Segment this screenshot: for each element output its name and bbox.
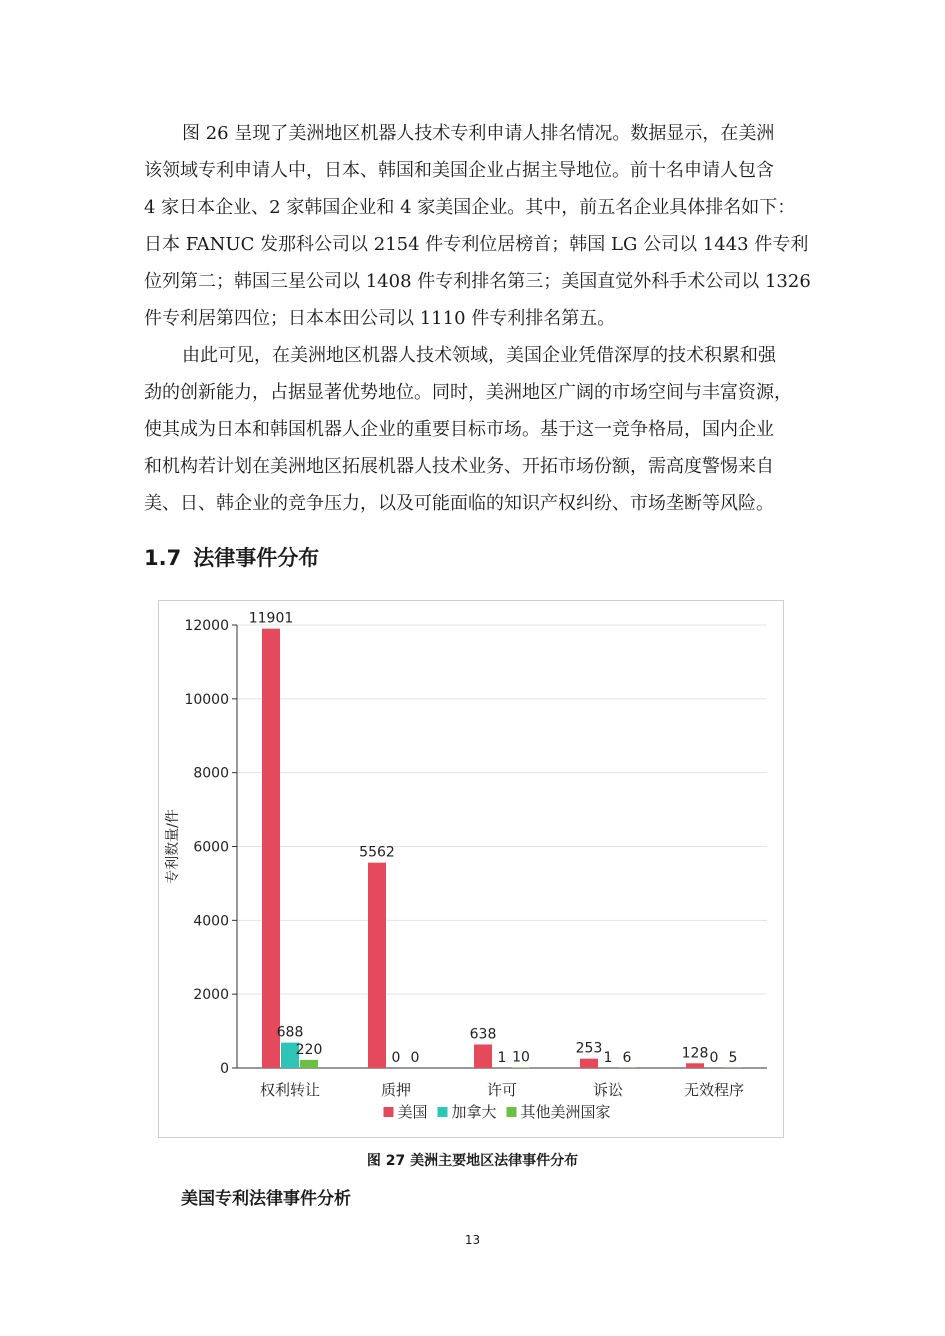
paragraph-line: 图 26 呈现了美洲地区机器人技术专利申请人排名情况。数据显示，在美洲 [182, 123, 775, 144]
x-tick-label: 权利转让 [259, 1081, 321, 1099]
data-label: 1 [497, 1049, 507, 1066]
data-label: 5 [728, 1049, 738, 1066]
data-label: 638 [469, 1026, 497, 1043]
data-label: 253 [575, 1040, 603, 1057]
paragraph-line: 4 家日本企业、2 家韩国企业和 4 家美国企业。其中，前五名企业具体排名如下： [144, 197, 796, 218]
data-label: 0 [709, 1050, 719, 1066]
y-tick-label: 4000 [193, 913, 229, 930]
body-paragraph-2 [144, 337, 804, 522]
y-tick-label: 8000 [193, 765, 229, 782]
bar [262, 629, 280, 1068]
paragraph-line: 该领域专利申请人中，日本、韩国和美国企业占据主导地位。前十名申请人包含 [144, 160, 774, 181]
data-label: 5562 [359, 844, 395, 861]
y-axis-label: 专利数量/件 [165, 809, 181, 884]
bar [300, 1060, 318, 1068]
data-label: 688 [276, 1024, 304, 1041]
chart-frame [158, 600, 784, 1138]
x-tick-label: 诉讼 [592, 1081, 624, 1099]
bar [580, 1059, 598, 1068]
y-tick-label: 6000 [193, 839, 229, 856]
paragraph-line: 位列第二；韩国三星公司以 1408 件专利排名第三；美国直觉外科手术公司以 1326 [144, 271, 811, 292]
data-label: 220 [295, 1041, 323, 1058]
figure-caption: 图 27 美洲主要地区法律事件分布 [366, 1153, 579, 1169]
data-label: 11901 [248, 610, 294, 627]
data-label: 6 [622, 1049, 632, 1066]
data-label: 128 [681, 1045, 709, 1062]
legend-label: 其他美洲国家 [520, 1103, 611, 1121]
y-tick-label: 0 [220, 1061, 229, 1077]
paragraph-line: 日本 FANUC 发那科公司以 2154 件专利位居榜首；韩国 LG 公司以 1443 件专利 [144, 234, 809, 255]
y-tick-label: 10000 [184, 691, 229, 708]
paragraph-line: 劲的创新能力，占据显著优势地位。同时，美洲地区广阔的市场空间与丰富资源， [144, 382, 792, 403]
section-heading [144, 542, 319, 572]
y-tick-label: 2000 [193, 987, 229, 1004]
paragraph-line: 由此可见，在美洲地区机器人技术领域，美国企业凭借深厚的技术积累和强 [182, 345, 776, 366]
legend-label: 加拿大 [451, 1103, 497, 1121]
data-label: 0 [410, 1050, 420, 1066]
data-label: 0 [391, 1050, 401, 1066]
legend-swatch [384, 1107, 394, 1117]
x-tick-label: 质押 [380, 1081, 412, 1099]
legend-label: 美国 [397, 1103, 428, 1121]
legal-events-bar-chart [159, 601, 785, 1139]
bar [368, 863, 386, 1068]
x-tick-label: 许可 [486, 1081, 518, 1099]
subsection-heading: 美国专利法律事件分析 [181, 1189, 351, 1209]
page-number: 13 [464, 1233, 481, 1247]
legend-swatch [507, 1107, 517, 1117]
data-label: 1 [603, 1049, 613, 1066]
paragraph-line: 和机构若计划在美洲地区拓展机器人技术业务、开拓市场份额，需高度警惕来自 [144, 456, 774, 477]
paragraph-line: 件专利居第四位；日本本田公司以 1110 件专利排名第五。 [144, 308, 616, 329]
body-paragraph-1 [144, 115, 811, 337]
paragraph-line: 美、日、韩企业的竞争压力，以及可能面临的知识产权纠纷、市场垄断等风险。 [144, 493, 774, 514]
legend-swatch [438, 1107, 448, 1117]
y-tick-label: 12000 [184, 618, 229, 634]
section-title: 法律事件分布 [193, 546, 320, 570]
section-number: 1.7 [144, 546, 182, 570]
paragraph-line: 使其成为日本和韩国机器人企业的重要目标市场。基于这一竞争格局，国内企业 [144, 419, 774, 440]
data-label: 10 [512, 1049, 530, 1066]
x-tick-label: 无效程序 [683, 1081, 745, 1099]
bar [686, 1063, 704, 1068]
bar [474, 1044, 492, 1068]
